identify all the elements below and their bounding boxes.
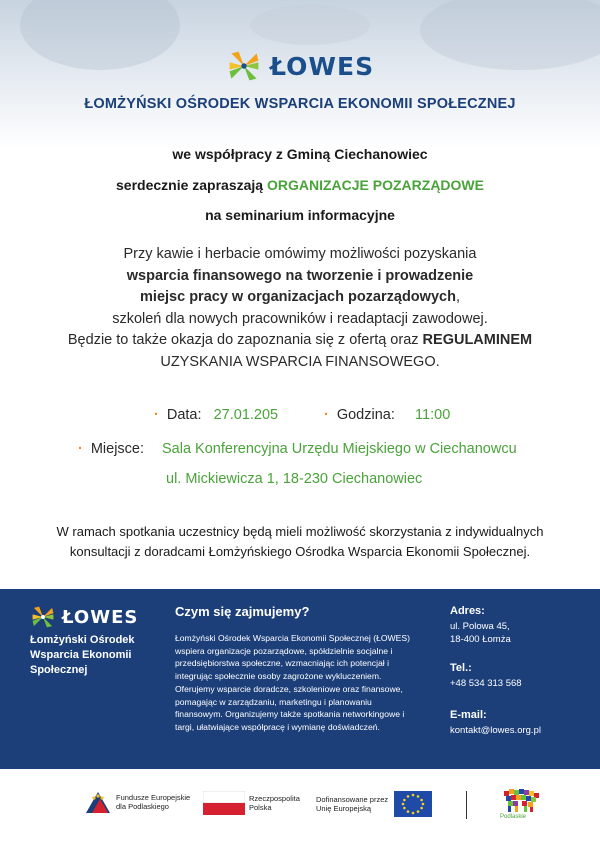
fe-line-1: Fundusze Europejskie <box>116 793 191 802</box>
invite-highlight: ORGANIZACJE POZARZĄDOWE <box>266 177 484 193</box>
footer-org-name <box>30 633 160 678</box>
body-line-1: Przy kawie i herbacie omówimy możliwości pozyskania <box>123 246 477 262</box>
lowes-star-icon <box>226 48 262 84</box>
time-value: 11:00 <box>415 407 451 423</box>
bullet-icon: · <box>324 407 329 423</box>
org-title: ŁOMŻYŃSKI OŚRODEK WSPARCIA EKONOMII SPOŁECZNEJ <box>84 96 516 112</box>
body-line-3 <box>0 287 600 309</box>
invite-line-2 <box>0 177 600 193</box>
bullet-icon: · <box>78 441 83 457</box>
body-line-5 <box>0 330 600 352</box>
eu-line-2: Unię Europejską <box>316 804 372 813</box>
date-label: Data: <box>166 407 202 423</box>
time-row <box>324 407 450 423</box>
footer-heading: Czym się zajmujemy? <box>175 604 310 619</box>
address-line-1: ul. Polowa 45, <box>450 621 510 632</box>
fe-line-2: dla Podlaskiego <box>116 802 169 811</box>
podlaskie-logo <box>500 787 544 820</box>
lowes-star-icon <box>30 604 56 630</box>
rp-line-1: Rzeczpospolita <box>249 794 300 803</box>
footer-logo-text: ŁOWES <box>62 606 139 628</box>
place-line-1: Sala Konferencyjna Urzędu Miejskiego w Ciechanowcu <box>162 441 517 457</box>
rp-line-2: Polska <box>249 803 272 812</box>
date-row <box>154 407 278 423</box>
phone-label: Tel.: <box>450 662 472 674</box>
fe-text <box>116 793 190 811</box>
date-value: 27.01.205 <box>213 407 279 423</box>
email-link[interactable]: kontakt@lowes.org.pl <box>450 725 541 736</box>
eu-text <box>316 795 388 813</box>
partner-logos <box>0 769 600 851</box>
bison-mosaic-icon <box>500 787 544 813</box>
place-row <box>78 441 144 457</box>
eu-line-1: Dofinansowane przez <box>316 795 389 804</box>
bullet-icon: · <box>154 407 159 423</box>
address-value <box>450 620 511 646</box>
lowes-logo <box>226 46 374 86</box>
body-line-5-bold: REGULAMINEM <box>422 332 533 348</box>
polish-flag-icon <box>203 791 245 815</box>
invite-line-1: we współpracy z Gminą Ciechanowiec <box>172 146 428 162</box>
place-line-2: ul. Mickiewicza 1, 18-230 Ciechanowiec <box>166 471 423 487</box>
time-label: Godzina: <box>336 407 395 423</box>
logo-text: ŁOWES <box>270 51 375 81</box>
footer-description: Łomżyński Ośrodek Wsparcia Ekonomii Społecznej (ŁOWES) wspiera organizacje pozarządowe, spółdzielnie socjalne i przedsiębiorstwa społeczne, wzmacniając ich potencjał i integrując społecznie osoby zagrożone wykluczeniem. Oferujemy wsparcie doradcze, szkoleniowe oraz finansowe, pomagając w zarządzaniu, marketingu i planowaniu finansowym. Organizujemy także spotkania networkingowe i targi, ułatwiające współpracę i wymianę doświadczeń. <box>175 633 410 732</box>
rp-logo <box>203 791 300 815</box>
body-line-3-rest: , <box>455 289 460 305</box>
address-label: Adres: <box>450 605 485 617</box>
body-line-4: szkoleń dla nowych pracowników i readaptacji zawodowej. <box>112 310 488 327</box>
body-line-3-bold: miejsc pracy w organizacjach pozarządowych <box>140 289 456 305</box>
partner-divider <box>466 791 467 819</box>
closing-line-1: W ramach spotkania uczestnicy będą mieli możliwość skorzystania z indywidualnych <box>56 524 544 539</box>
closing-text <box>0 522 600 562</box>
place-label: Miejsce: <box>90 441 145 457</box>
body-line-5-prefix: Będzie to także okazja do zapoznania się z ofertą oraz <box>67 332 423 348</box>
address-line-2: 18-400 Łomża <box>450 634 511 645</box>
eu-funds-icon <box>84 789 112 815</box>
footer-org-line-1: Łomżyński Ośrodek <box>30 634 135 646</box>
eu-logo <box>316 791 432 817</box>
email-label: E-mail: <box>450 709 487 721</box>
footer-panel <box>0 589 600 769</box>
body-paragraph <box>0 244 600 373</box>
footer-org-line-3: Społecznej <box>30 664 88 676</box>
rp-text <box>249 794 300 812</box>
footer-org-line-2: Wsparcia Ekonomii <box>30 649 132 661</box>
fe-logo <box>84 789 190 815</box>
body-line-2: wsparcia finansowego na tworzenie i prowadzenie <box>126 267 474 284</box>
phone-value[interactable]: +48 534 313 568 <box>450 678 522 689</box>
invite-line-2-prefix: serdecznie zapraszają <box>116 177 267 193</box>
eu-flag-icon <box>394 791 432 817</box>
body-line-6: UZYSKANIA WSPARCIA FINANSOWEGO. <box>160 353 440 370</box>
invite-line-3: na seminarium informacyjne <box>205 207 395 223</box>
podlaskie-label: Podlaskie <box>500 814 527 820</box>
footer-logo <box>30 604 138 630</box>
closing-line-2: konsultacji z doradcami Łomżyńskiego Ośrodka Wsparcia Ekonomii Społecznej. <box>69 544 531 559</box>
